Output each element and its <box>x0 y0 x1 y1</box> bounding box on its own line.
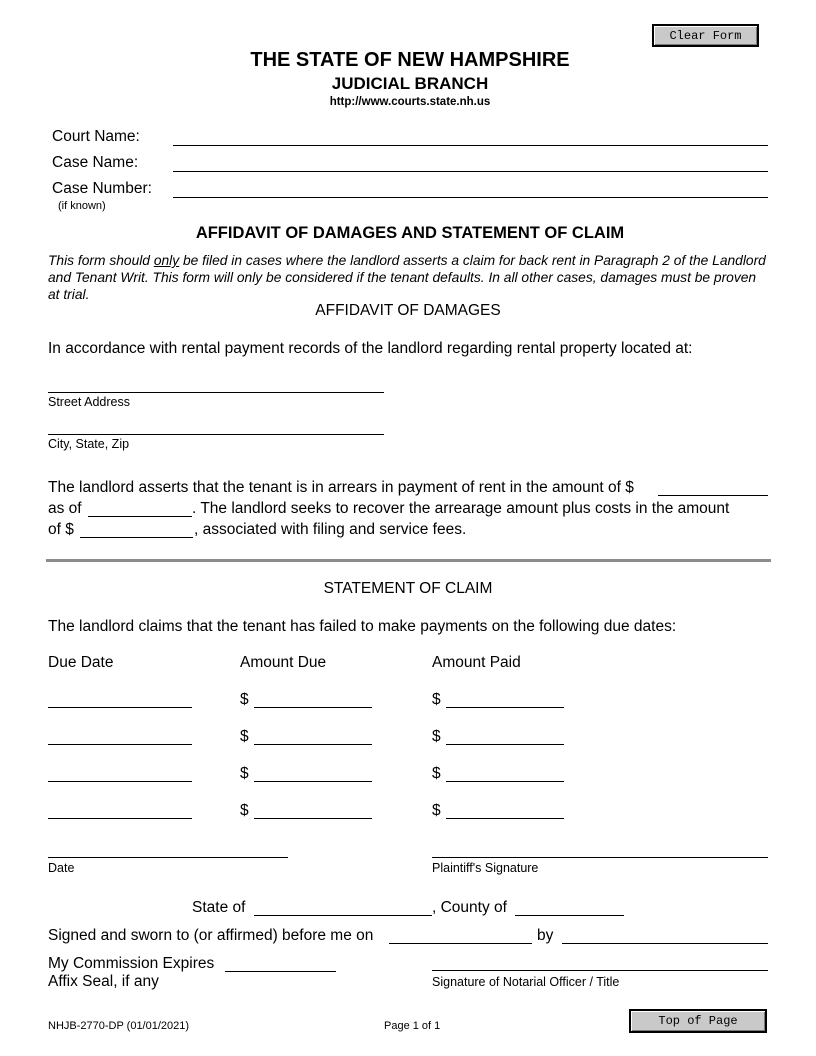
recover-text: . The landlord seeks to recover the arrearage amount plus costs in the amount <box>192 500 730 517</box>
col-amount-paid: Amount Paid <box>432 654 521 671</box>
col-due-date: Due Date <box>48 654 114 671</box>
sworn-date-field[interactable] <box>389 943 532 944</box>
plaintiff-signature-label: Plaintiff's Signature <box>432 861 539 875</box>
page-number: Page 1 of 1 <box>384 1020 441 1032</box>
due-date-field[interactable] <box>48 818 192 819</box>
as-of-date-field[interactable] <box>88 516 192 517</box>
amount-due-field[interactable] <box>254 818 372 819</box>
amount-paid-field[interactable] <box>446 781 564 782</box>
due-date-field[interactable] <box>48 744 192 745</box>
dollar-sign: $ <box>432 728 441 745</box>
col-amount-due: Amount Due <box>240 654 327 671</box>
plaintiff-signature-field[interactable] <box>432 857 768 858</box>
due-date-field[interactable] <box>48 707 192 708</box>
case-name-label: Case Name: <box>52 154 139 171</box>
dollar-sign: $ <box>240 691 249 708</box>
form-title: AFFIDAVIT OF DAMAGES AND STATEMENT OF CLAIM <box>195 224 625 242</box>
dollar-sign: $ <box>240 765 249 782</box>
as-of-label: as of <box>48 500 82 517</box>
state-field[interactable] <box>254 915 432 916</box>
amount-due-field[interactable] <box>254 744 372 745</box>
affidavit-heading: AFFIDAVIT OF DAMAGES <box>315 302 501 319</box>
notary-signature-label: Signature of Notarial Officer / Title <box>432 975 620 989</box>
commission-expires-label: My Commission Expires <box>48 955 215 972</box>
header-branch: JUDICIAL BRANCH <box>331 74 489 93</box>
date-label: Date <box>48 861 75 875</box>
instructions <box>48 252 768 303</box>
instructions-part2: be filed in cases where the landlord asserts a claim for back rent in Paragraph 2 of the Landlord and Tenant Writ. This form will only be considered if the tenant defaults. In all other cases, damages must be proven at trial. <box>48 253 766 302</box>
affidavit-intro: In accordance with rental payment records of the landlord regarding rental property located at: <box>48 340 693 357</box>
fees-text: , associated with filing and service fees. <box>194 521 467 538</box>
amount-paid-field[interactable] <box>446 707 564 708</box>
amount-due-field[interactable] <box>254 781 372 782</box>
amount-due-field[interactable] <box>254 707 372 708</box>
costs-amount-field[interactable] <box>80 537 193 538</box>
costs-dollar-label: of $ <box>48 521 74 538</box>
amount-paid-field[interactable] <box>446 744 564 745</box>
commission-expires-field[interactable] <box>225 971 336 972</box>
dollar-sign: $ <box>240 728 249 745</box>
city-state-zip-field[interactable] <box>48 434 384 435</box>
dollar-sign: $ <box>432 802 441 819</box>
case-number-label: Case Number: <box>52 180 152 197</box>
amount-paid-field[interactable] <box>446 818 564 819</box>
top-of-page-button[interactable]: Top of Page <box>629 1009 767 1033</box>
claim-intro: The landlord claims that the tenant has failed to make payments on the following due dates: <box>48 618 677 635</box>
notary-signature-field[interactable] <box>432 970 768 971</box>
city-state-zip-label: City, State, Zip <box>48 437 130 451</box>
street-address-label: Street Address <box>48 395 130 409</box>
form-id: NHJB-2770-DP (01/01/2021) <box>48 1020 190 1032</box>
instructions-only: only <box>153 253 180 268</box>
clear-form-button[interactable]: Clear Form <box>652 24 759 47</box>
header-url: http://www.courts.state.nh.us <box>329 96 491 108</box>
county-field[interactable] <box>515 915 624 916</box>
dollar-sign: $ <box>432 765 441 782</box>
sworn-by-field[interactable] <box>562 943 768 944</box>
dollar-sign: $ <box>432 691 441 708</box>
affix-seal-label: Affix Seal, if any <box>48 973 159 990</box>
state-of-label: State of <box>192 899 246 916</box>
dollar-sign: $ <box>240 802 249 819</box>
court-name-field[interactable] <box>173 145 768 146</box>
arrears-text: The landlord asserts that the tenant is in arrears in payment of rent in the amount of $ <box>48 479 634 496</box>
by-label: by <box>537 927 554 944</box>
county-of-label: , County of <box>432 899 507 916</box>
case-name-field[interactable] <box>173 171 768 172</box>
instructions-part1: This form should <box>48 253 154 268</box>
due-date-field[interactable] <box>48 781 192 782</box>
case-number-field[interactable] <box>173 197 768 198</box>
court-name-label: Court Name: <box>52 128 140 145</box>
date-field[interactable] <box>48 857 288 858</box>
arrears-amount-field[interactable] <box>658 495 768 496</box>
street-address-field[interactable] <box>48 392 384 393</box>
signed-sworn-label: Signed and sworn to (or affirmed) before me on <box>48 927 374 944</box>
if-known-note: (if known) <box>58 200 106 212</box>
header-state: THE STATE OF NEW HAMPSHIRE <box>250 49 570 71</box>
section-divider <box>46 559 771 562</box>
claim-heading: STATEMENT OF CLAIM <box>323 580 493 597</box>
